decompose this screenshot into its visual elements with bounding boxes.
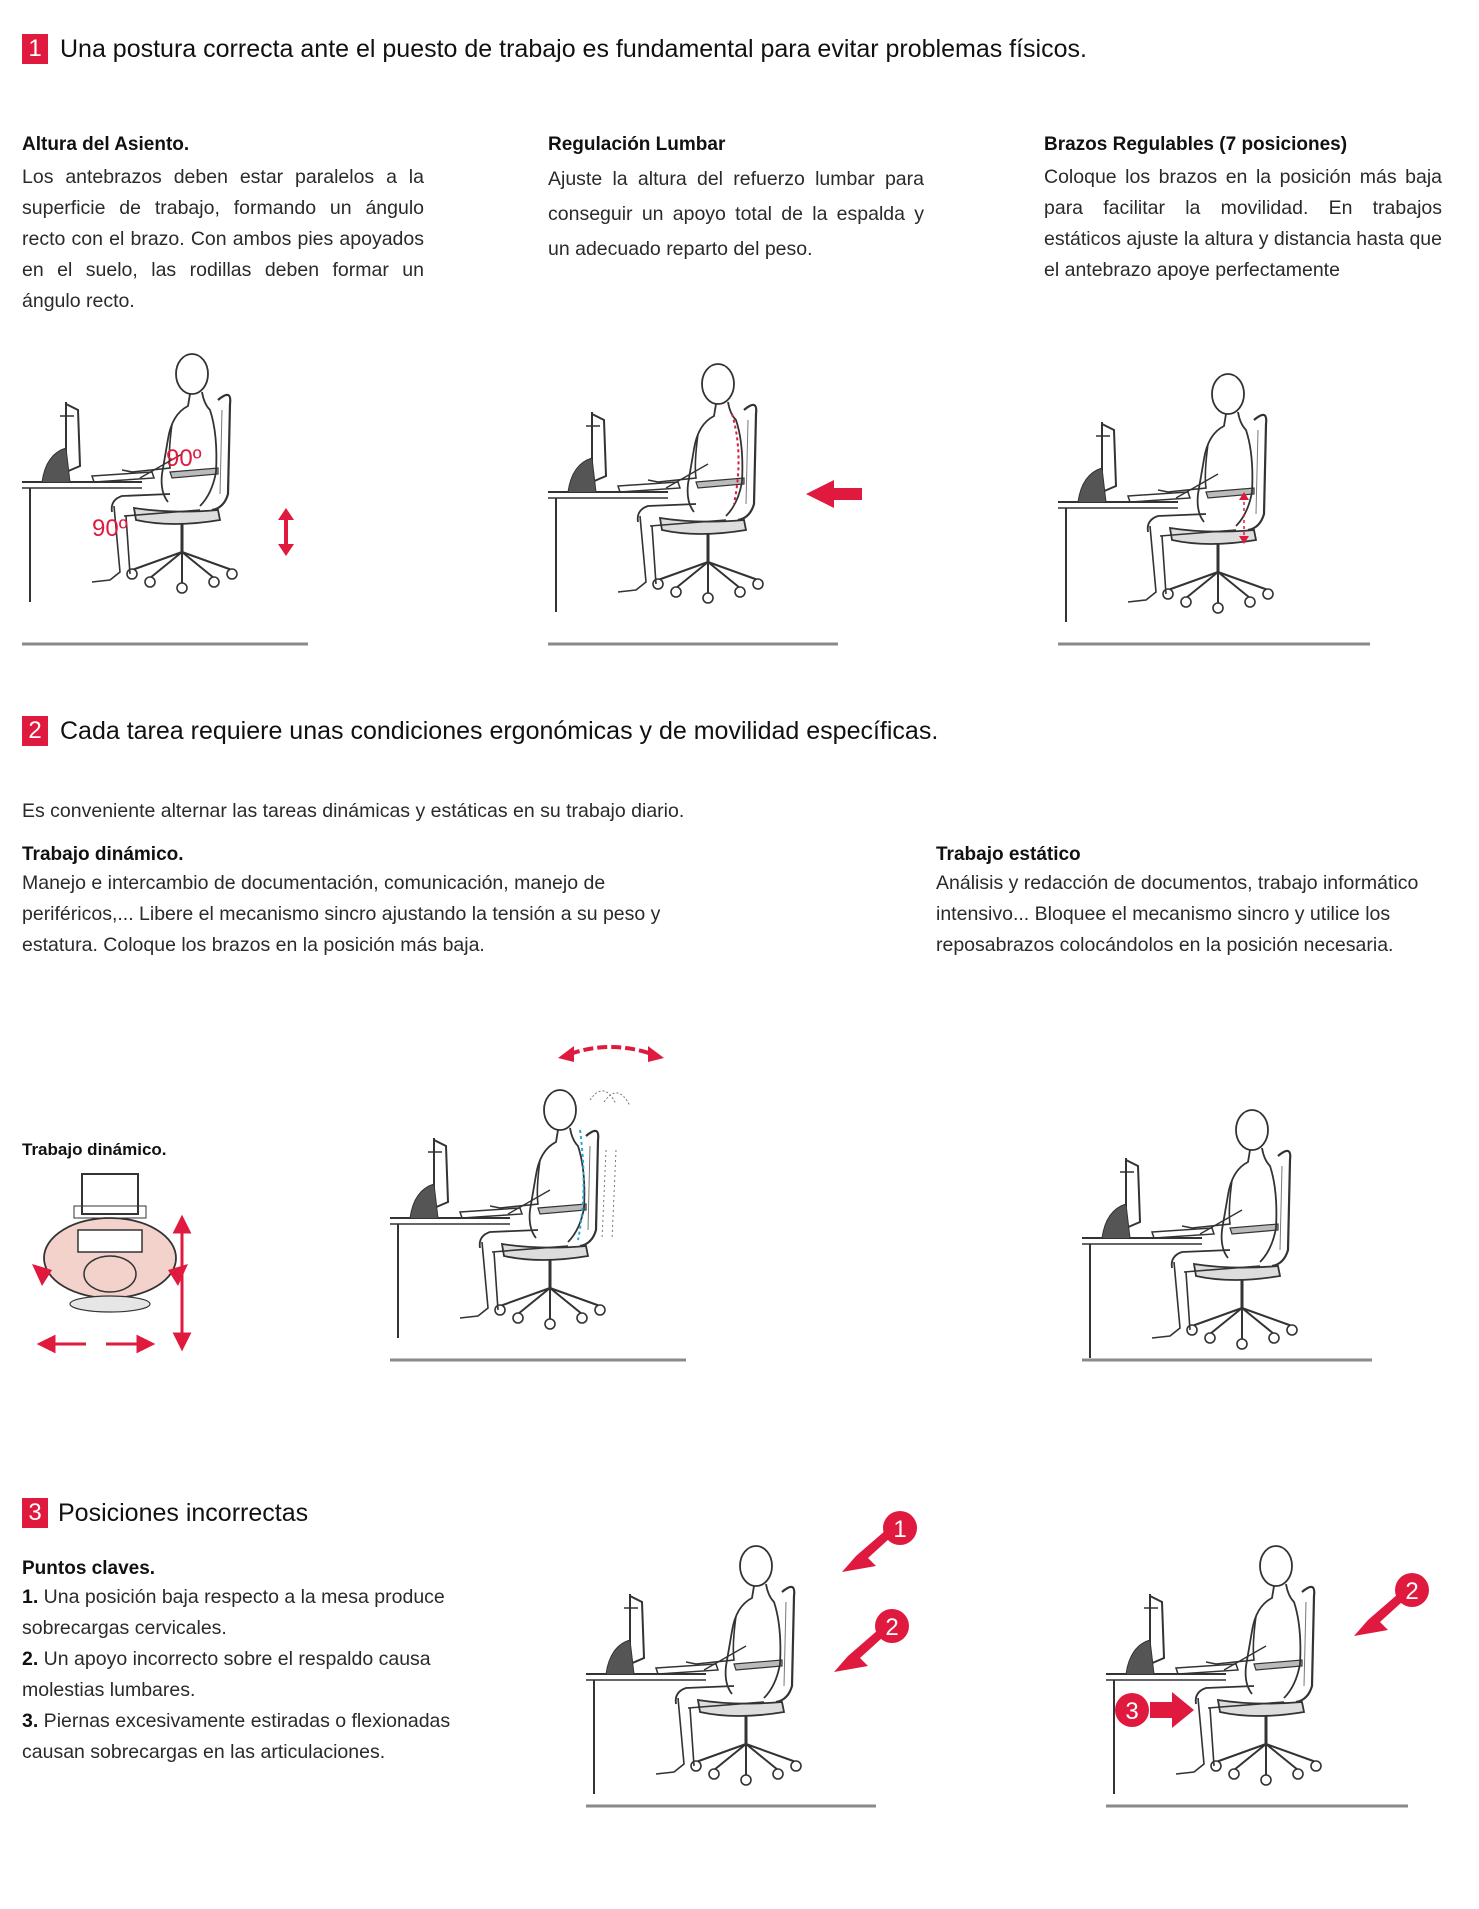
dynamic-work-illustration xyxy=(390,1040,720,1360)
incorrect-posture-2-illustration xyxy=(1106,1496,1456,1806)
key-points-heading: Puntos claves. xyxy=(22,1558,156,1579)
height-adjust-arrow-icon xyxy=(278,508,294,556)
point-number: 3. xyxy=(22,1710,39,1732)
column-heading: Trabajo estático xyxy=(936,844,1081,865)
svg-text:2: 2 xyxy=(1405,1578,1419,1605)
section-1-title xyxy=(22,34,1087,64)
marker-2 xyxy=(834,1609,909,1672)
key-points xyxy=(22,1558,502,1768)
column-text: Los antebrazos deben estar paralelos a la superficie de trabajo, formando un ángulo recto con el brazo. Con ambos pies apoyados en el suelo, las rodillas deben formar un ángulo recto. xyxy=(22,166,424,312)
lumbar-illustration xyxy=(548,354,848,644)
column-text: Coloque los brazos en la posición más baja para facilitar la movilidad. En trabajos estáticos ajuste la altura y distancia hasta que el antebrazo apoye perfectamente xyxy=(1044,166,1442,281)
column-heading: Altura del Asiento. xyxy=(22,134,190,155)
top-view-mobility-diagram xyxy=(22,1168,202,1354)
point-number: 1. xyxy=(22,1586,39,1608)
armrest-illustration xyxy=(1058,364,1378,644)
armrest-adjust-arrow-icon xyxy=(1239,492,1249,544)
column-dynamic-work xyxy=(22,844,712,961)
column-text: Ajuste la altura del refuerzo lumbar para conseguir un apoyo total de la espalda y un adecuado reparto del peso. xyxy=(548,168,924,260)
column-heading: Trabajo dinámico. xyxy=(22,844,184,865)
point-text: Una posición baja respecto a la mesa produce sobrecargas cervicales. xyxy=(22,1586,445,1639)
column-armrests xyxy=(1044,134,1442,286)
key-point-2 xyxy=(22,1644,502,1706)
section-heading: Posiciones incorrectas xyxy=(58,1498,309,1527)
point-number: 2. xyxy=(22,1648,39,1670)
incorrect-posture-1-illustration xyxy=(586,1496,926,1806)
svg-text:2: 2 xyxy=(885,1614,899,1641)
point-text: Un apoyo incorrecto sobre el respaldo causa molestias lumbares. xyxy=(22,1648,431,1701)
column-heading: Regulación Lumbar xyxy=(548,134,726,155)
section-number-badge: 1 xyxy=(22,34,48,64)
section-3-title xyxy=(22,1498,308,1528)
section-heading: Una postura correcta ante el puesto de trabajo es fundamental para evitar problemas físicos. xyxy=(60,34,1087,63)
static-work-illustration xyxy=(1082,1070,1382,1360)
section-number-badge: 3 xyxy=(22,1498,48,1528)
diagram-label: Trabajo dinámico. xyxy=(22,1140,167,1159)
key-point-3 xyxy=(22,1706,502,1768)
key-point-1 xyxy=(22,1582,502,1644)
column-text: Análisis y redacción de documentos, trabajo informático intensivo... Bloquee el mecanismo sincro y utilice los reposabrazos colocándolos en la posición necesaria. xyxy=(936,872,1419,956)
section-heading: Cada tarea requiere unas condiciones ergonómicas y de movilidad específicas. xyxy=(60,716,939,745)
column-text: Manejo e intercambio de documentación, comunicación, manejo de periféricos,... Libere el mecanismo sincro ajustando la tensión a su peso y estatura. Coloque los brazos en la posición más baja. xyxy=(22,872,661,956)
lumbar-arrow-icon xyxy=(806,480,862,508)
angle-label-knee: 90º xyxy=(92,515,128,542)
svg-text:1: 1 xyxy=(893,1516,907,1543)
section-2-title xyxy=(22,716,938,746)
section-number-badge: 2 xyxy=(22,716,48,746)
marker-3 xyxy=(1115,1692,1194,1728)
column-lumbar xyxy=(548,134,924,267)
marker-1 xyxy=(842,1511,917,1572)
marker-2 xyxy=(1354,1573,1429,1636)
recline-arrow-icon xyxy=(558,1046,664,1062)
section-intro: Es conveniente alternar las tareas dinámicas y estáticas en su trabajo diario. xyxy=(22,800,685,822)
angle-label-arm: 90º xyxy=(166,445,202,472)
svg-text:3: 3 xyxy=(1125,1698,1139,1725)
column-seat-height xyxy=(22,134,424,317)
seat-height-illustration xyxy=(22,344,322,644)
point-text: Piernas excesivamente estiradas o flexionadas causan sobrecargas en las articulaciones. xyxy=(22,1710,451,1763)
column-static-work xyxy=(936,844,1446,961)
column-heading: Brazos Regulables (7 posiciones) xyxy=(1044,134,1348,155)
